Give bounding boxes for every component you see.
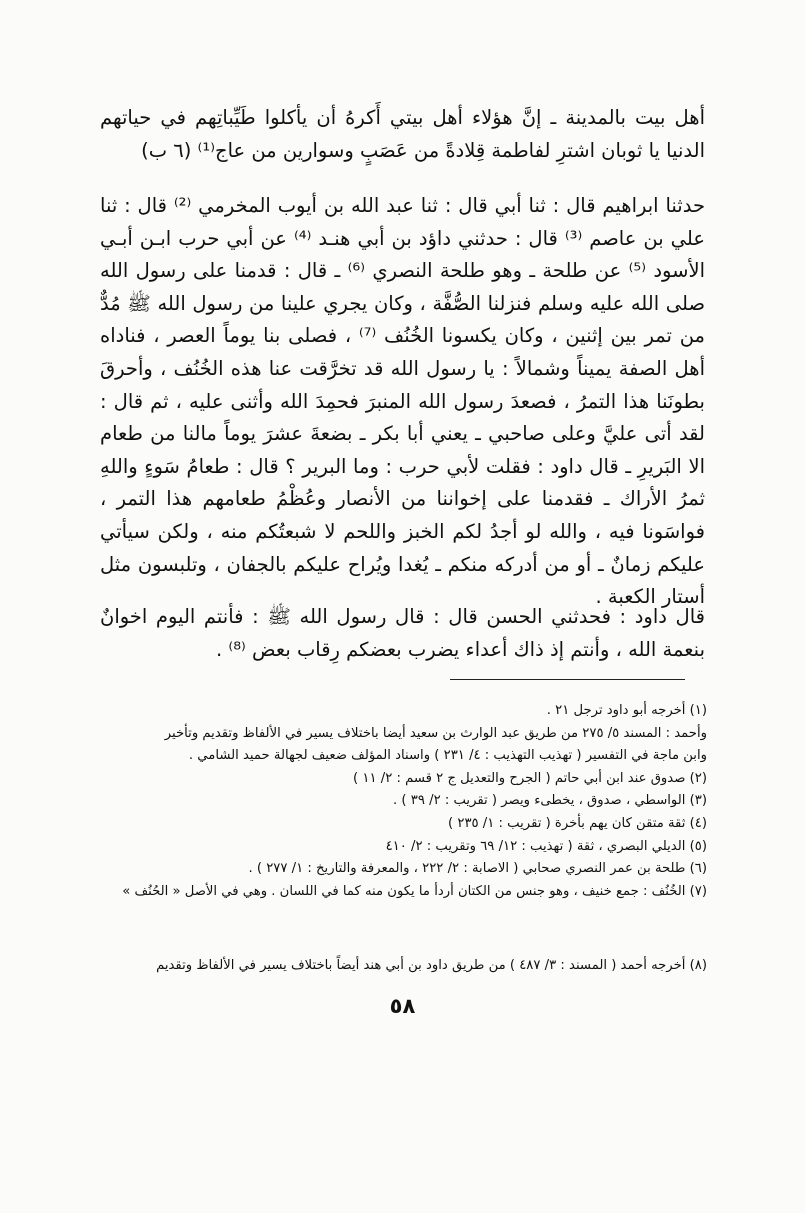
footnote-7: (٧) الخُنُف : جمع خنيف ، وهو جنس من الكتان أردأ ما يكون منه كما في اللسان . وهي في الأصل « الحُنُف » [122,883,707,899]
footnotes [95,700,707,903]
footnote-3: (٣) الواسطي ، صدوق ، يخطىء ويصر ( تقريب : ٢/ ٣٩ ) . [393,793,707,809]
footnote-2: (٢) صدوق عند ابن أبي حاتم ( الجرح والتعديل ج ٢ قسم : ٢/ ١١ ) [353,770,707,786]
footnote-1-cont-a: وأحمد : المسند ٥/ ٢٧٥ من طريق عبد الوارث بن سعيد أيضا باختلاف يسير في الألفاظ وتقديم وتأخير [164,725,707,741]
paragraph-3-text: قال داود : فحدثني الحسن قال : قال رسول الله ﷺ : فأنتم اليوم اخوانٌ بنعمة الله ، وأنتم إذ ذاك أعداء يضرب بعضكم رِقاب بعض ⁽⁸⁾ . [100,605,705,661]
footnote-8: (٨) أخرجه أحمد ( المسند : ٣/ ٤٨٧ ) من طريق داود بن أبي هند أيضاً باختلاف يسير في الألفاظ وتقديم [156,958,707,973]
footnote-divider [450,679,685,680]
footnote-1: (١) أخرجه أبو داود ترجل ٢١ . [546,703,707,718]
footnote-6: (٦) طلحة بن عمر النصري صحابي ( الاصابة : ٢/ ٢٢٢ ، والمعرفة والتاريخ : ١/ ٢٧٧ ) . [248,861,707,877]
paragraph-1-text: أهل بيت بالمدينة ـ إنَّ هؤلاء أهل بيتي أَكرهُ أن يأكلوا طَيِّباتِهم في حياتهم الدنيا يا ثوبان اشترِ لفاطمة قِلادةً من عَصَبٍ وسوارين من عاج⁽¹⁾ (٦ ب) [100,106,705,162]
paragraph-2-text: حدثنا ابراهيم قال : ثنا أبي قال : ثنا عبد الله بن أيوب المخرمي ⁽²⁾ قال : ثنا علي بن عاصم ⁽³⁾ قال : حدثني داؤد بن أبي هنـد ⁽⁴⁾ عن أبي حرب ابـن أبـي الأسود ⁽⁵⁾ عن طلحة ـ وهو طلحة النصري ⁽⁶⁾ ـ قال : قدمنا على رسول الله صلى الله عليه وسلم فنزلنا الصُّفَّة ، وكان يجري علينا من رسول الله ﷺ مُدٌّ من تمر بين إثنين ، وكان يكسونا الخُنُف ⁽⁷⁾ ، فصلى بنا يوماً العصر ، فناداه أهل الصفة يميناً وشمالاً : يا رسول الله قد تخرَّقت عنا هذه الخُنُف ، وأحرقَ بطونَنا هذا التمرُ ، فصعدَ رسول الله المنبرَ فحمِدَ الله وأثنى عليه ، ثم قال : لقد أتى عليَّ وعلى صاحبي ـ يعني أبا بكر ـ بضعةَ عشرَ يوماً مالنا من طعام الا البَريرِ ـ قال داود : فقلت لأبي حرب : وما البرير ؟ قال : طعامُ سَوءٍ واللهِ ثمرُ الأراك ـ فقدمنا على إخواننا من الأنصار وعُظْمُ طعامهم هذا التمر ، فواسَونا فيه ، والله لو أجدُ لكم الخبز واللحم لا شبعتُكم منه ، ولكن سيأتي عليكم زمانٌ ـ أو من أدركه منكم ـ يُغدا ويُراح عليكم بالجفان ، وتلبسون مثل أستار الكعبة . [100,194,705,609]
footnote-4: (٤) ثقة متقن كان يهم بأخرة ( تقريب : ١/ ٢٣٥ ) [448,815,707,831]
footnote-5: (٥) الديلي البصري ، ثقة ( تهذيب : ١٢/ ٦٩ وتقريب : ٢/ ٤١٠ [385,838,707,854]
page-number: ٥٨ [389,994,416,1018]
paragraph-1 [100,102,705,167]
footnote-1-cont-b: وابن ماجة في التفسير ( تهذيب التهذيب : ٤/ ٢٣١ ) واسناد المؤلف ضعيف لجهالة حميد الشامي . [188,748,707,764]
footnote-8-block [95,955,707,978]
paragraph-3 [100,601,705,666]
paragraph-2 [100,190,705,614]
